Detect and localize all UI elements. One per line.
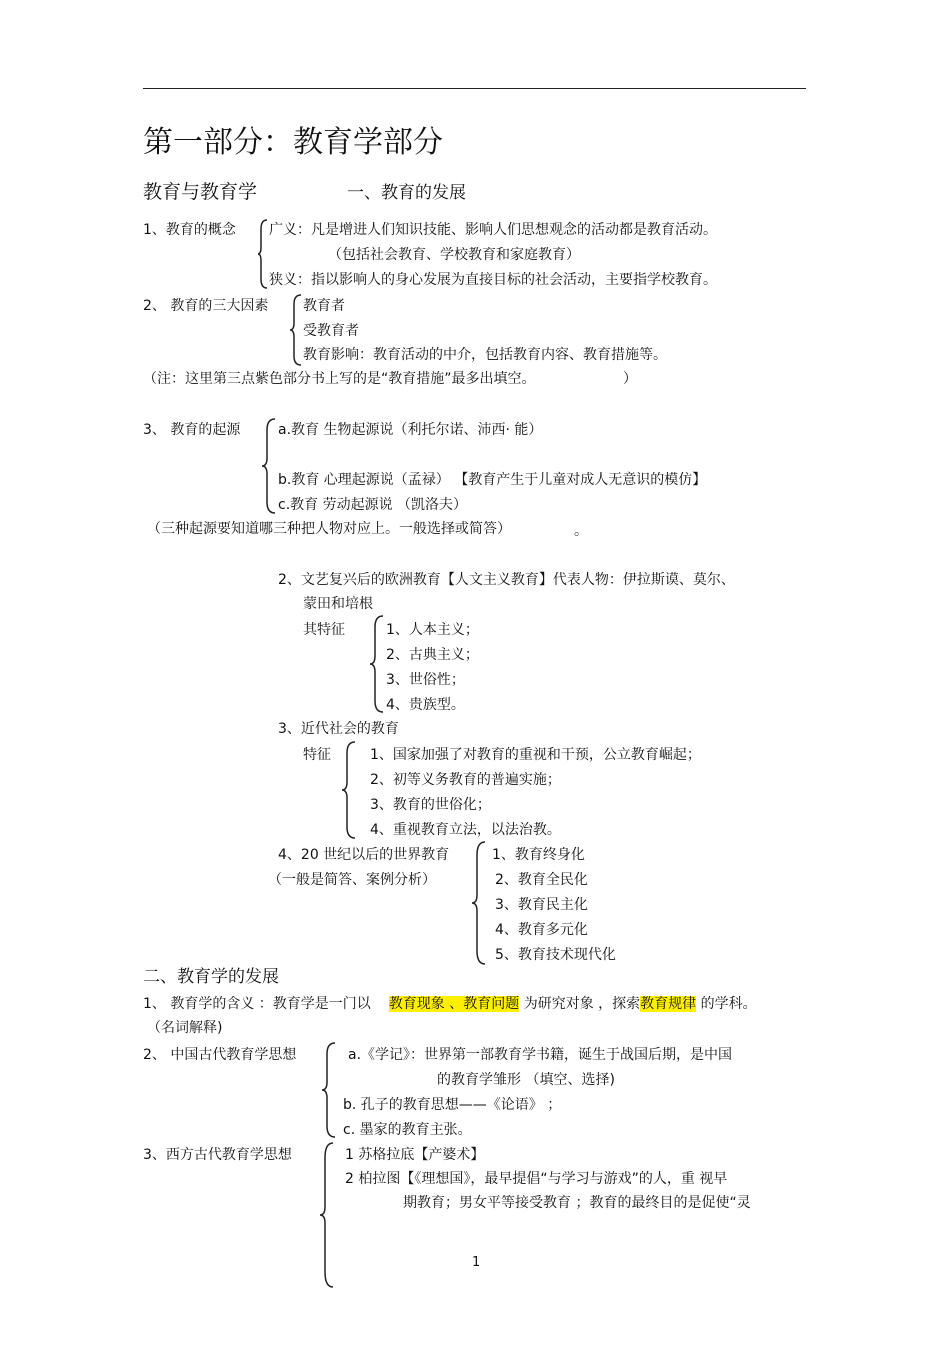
west-item-socrates: 1 苏格拉底【产婆术】 <box>345 1147 485 1163</box>
c20-item: 4、教育多元化 <box>495 922 588 938</box>
concept-narrow: 狭义：指以影响人的身心发展为直接目标的社会活动，主要指学校教育。 <box>269 272 717 288</box>
section-title: 教育与教育学 <box>143 181 258 203</box>
page-title: 第一部分：教育学部分 <box>143 125 443 160</box>
china-item-b: b. 孔子的教育思想——《论语》 ； <box>343 1097 562 1113</box>
meaning-highlight-phenomena: 教育现象 、教育问题 <box>388 996 520 1012</box>
china-item-a: a.《学记》：世界第一部教育学书籍，诞生于战国后期，是中国 <box>348 1047 733 1063</box>
renaissance-feature-label: 其特征 <box>303 622 345 638</box>
modern-item: 3、教育的世俗化； <box>370 797 491 813</box>
header-rule <box>143 88 806 89</box>
c20-item: 3、教育民主化 <box>495 897 588 913</box>
meaning-suffix: 的学科。 <box>700 996 757 1012</box>
concept-brace <box>258 219 268 289</box>
origin-note: （三种起源要知道哪三种把人物对应上。一般选择或简答） <box>147 521 511 537</box>
renaissance-item: 2、古典主义； <box>386 647 479 663</box>
modern-item: 1、国家加强了对教育的重视和干预，公立教育崛起； <box>370 747 701 763</box>
china-brace <box>322 1042 336 1138</box>
origin-brace <box>262 418 276 514</box>
concept-label: 1、教育的概念 <box>143 222 236 238</box>
origin-note-end: 。 <box>574 523 588 539</box>
origin-item: a.教育 生物起源说（利托尔诺、沛西· 能） <box>278 422 543 438</box>
renaissance-item: 3、世俗性； <box>386 672 465 688</box>
meaning-line <box>143 995 757 1013</box>
c20-item: 1、教育终身化 <box>492 847 585 863</box>
factors-note: （注：这里第三点紫色部分书上写的是“教育措施”最多出填空。 <box>143 371 536 387</box>
factor-item: 受教育者 <box>303 323 359 339</box>
factor-item: 教育影响：教育活动的中介，包括教育内容、教育措施等。 <box>303 347 667 363</box>
meaning-note: （名词解释) <box>147 1020 223 1036</box>
meaning-prefix: 1、 教育学的含义 ：教育学是一门以 <box>143 996 371 1012</box>
meaning-highlight-laws: 教育规律 <box>640 996 697 1012</box>
c20-brace <box>472 841 486 965</box>
west-item-plato-cont: 期教育；男女平等接受教育 ；教育的最终目的是促使“灵 <box>403 1195 751 1211</box>
origin-label: 3、 教育的起源 <box>143 422 241 438</box>
renaissance-brace <box>370 615 384 713</box>
china-item-c: c. 墨家的教育主张。 <box>343 1122 472 1138</box>
concept-broad-note: （包括社会教育、学校教育和家庭教育） <box>328 247 580 263</box>
china-item-a-cont: 的教育学雏形 （填空、选择) <box>437 1072 615 1088</box>
modern-item: 2、初等义务教育的普遍实施； <box>370 772 561 788</box>
factors-brace <box>290 294 302 366</box>
west-label: 3、西方古代教育学思想 <box>143 1147 292 1163</box>
west-brace <box>320 1142 334 1288</box>
concept-broad: 广义：凡是增进人们知识技能、影响人们思想观念的活动都是教育活动。 <box>269 222 717 238</box>
renaissance-line2: 蒙田和培根 <box>303 596 373 612</box>
factors-note-end: ） <box>623 371 637 387</box>
subsection-title-pedagogy: 二、教育学的发展 <box>143 967 279 987</box>
factors-label: 2、 教育的三大因素 <box>143 298 269 314</box>
west-item-plato: 2 柏拉图【《理想国》，最早提倡“与学习与游戏”的人，重 视早 <box>345 1171 728 1187</box>
origin-item: c.教育 劳动起源说 （凯洛夫） <box>278 497 468 513</box>
factor-item: 教育者 <box>303 298 345 314</box>
page-number: 1 <box>472 1255 481 1270</box>
modern-feature-label: 特征 <box>303 747 331 763</box>
china-label: 2、 中国古代教育学思想 <box>143 1047 297 1063</box>
renaissance-item: 4、贵族型。 <box>386 697 465 713</box>
origin-item: b.教育 心理起源说（孟禄） 【教育产生于儿童对成人无意识的模仿】 <box>278 472 707 488</box>
modern-brace <box>342 741 356 839</box>
subsection-title-development: 一、教育的发展 <box>347 183 466 203</box>
renaissance-item: 1、人本主义； <box>386 622 479 638</box>
c20-item: 5、教育技术现代化 <box>495 947 616 963</box>
renaissance-line1: 2、文艺复兴后的欧洲教育【人文主义教育】代表人物：伊拉斯谟、莫尔、 <box>278 572 735 588</box>
c20-item: 2、教育全民化 <box>495 872 588 888</box>
modern-label: 3、近代社会的教育 <box>278 721 399 737</box>
c20-label: 4、20 世纪以后的世界教育 <box>278 847 450 863</box>
modern-item: 4、重视教育立法，以法治教。 <box>370 822 561 838</box>
meaning-mid: 为研究对象 ，探索 <box>523 996 641 1012</box>
c20-note: （一般是简答、案例分析） <box>268 872 436 888</box>
